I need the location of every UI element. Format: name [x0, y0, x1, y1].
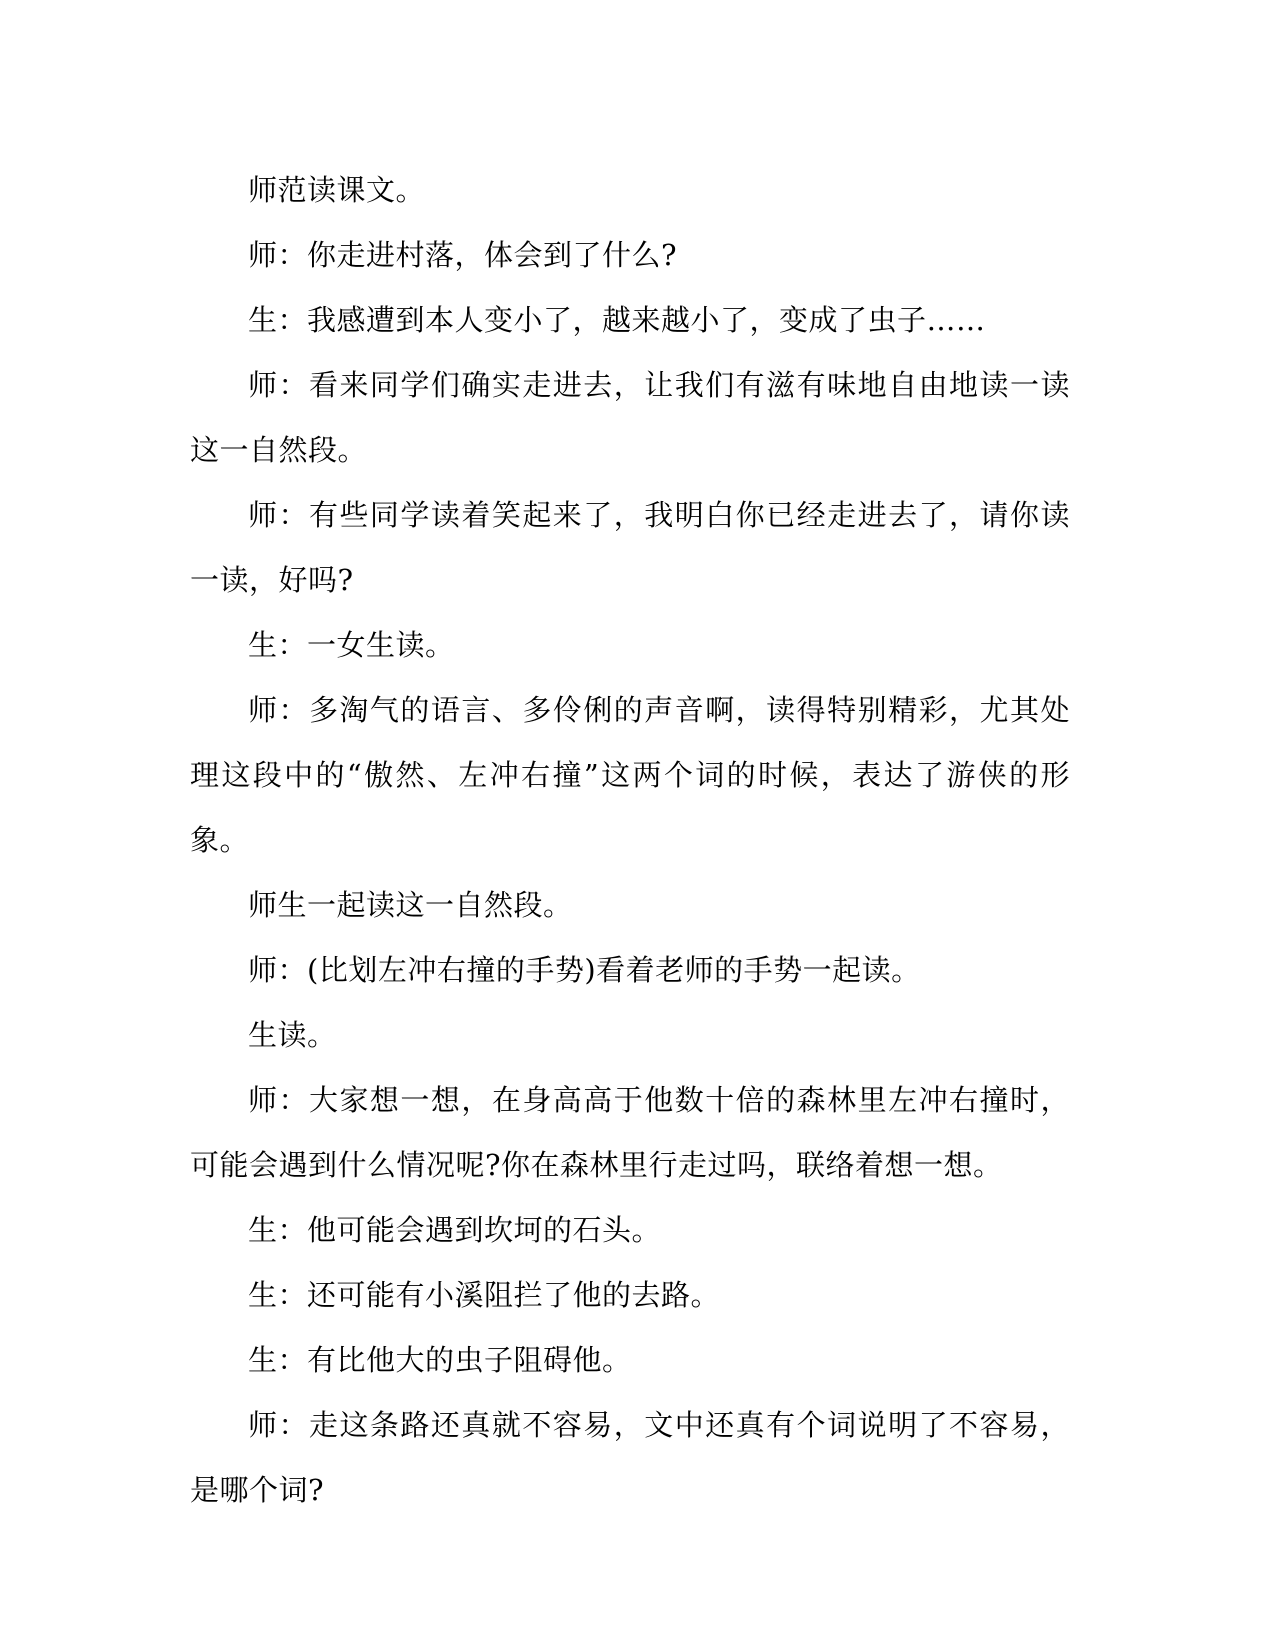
- paragraph: 师范读课文。: [248, 173, 426, 207]
- paragraph: 生读。: [248, 1018, 337, 1052]
- paragraph: 师：走这条路还真就不容易，文中还真有个词说明了不容易，是哪个词?: [190, 1408, 1070, 1507]
- paragraph: 师：(比划左冲右撞的手势)看着老师的手势一起读。: [248, 953, 921, 987]
- paragraph: 师：你走进村落，体会到了什么?: [248, 238, 678, 272]
- paragraph: 生：一女生读。: [248, 628, 455, 662]
- paragraph: 生：还可能有小溪阻拦了他的去路。: [248, 1278, 721, 1312]
- paragraph: 生：我感遭到本人变小了，越来越小了，变成了虫子……: [248, 303, 986, 337]
- paragraph: 师：大家想一想，在身高高于他数十倍的森林里左冲右撞时，可能会遇到什么情况呢?你在森林里行走过吗，联络着想一想。: [190, 1083, 1070, 1182]
- paragraph: 生：有比他大的虫子阻碍他。: [248, 1343, 632, 1377]
- paragraph: 师：多淘气的语言、多伶俐的声音啊，读得特别精彩，尤其处理这段中的“傲然、左冲右撞”这两个词的时候，表达了游侠的形象。: [190, 693, 1070, 857]
- paragraph: 师：看来同学们确实走进去，让我们有滋有味地自由地读一读这一自然段。: [190, 368, 1070, 467]
- paragraph: 师：有些同学读着笑起来了，我明白你已经走进去了，请你读一读，好吗?: [190, 498, 1070, 597]
- document-body: [190, 158, 1070, 1523]
- paragraph: 生：他可能会遇到坎坷的石头。: [248, 1213, 662, 1247]
- paragraph: 师生一起读这一自然段。: [248, 888, 573, 922]
